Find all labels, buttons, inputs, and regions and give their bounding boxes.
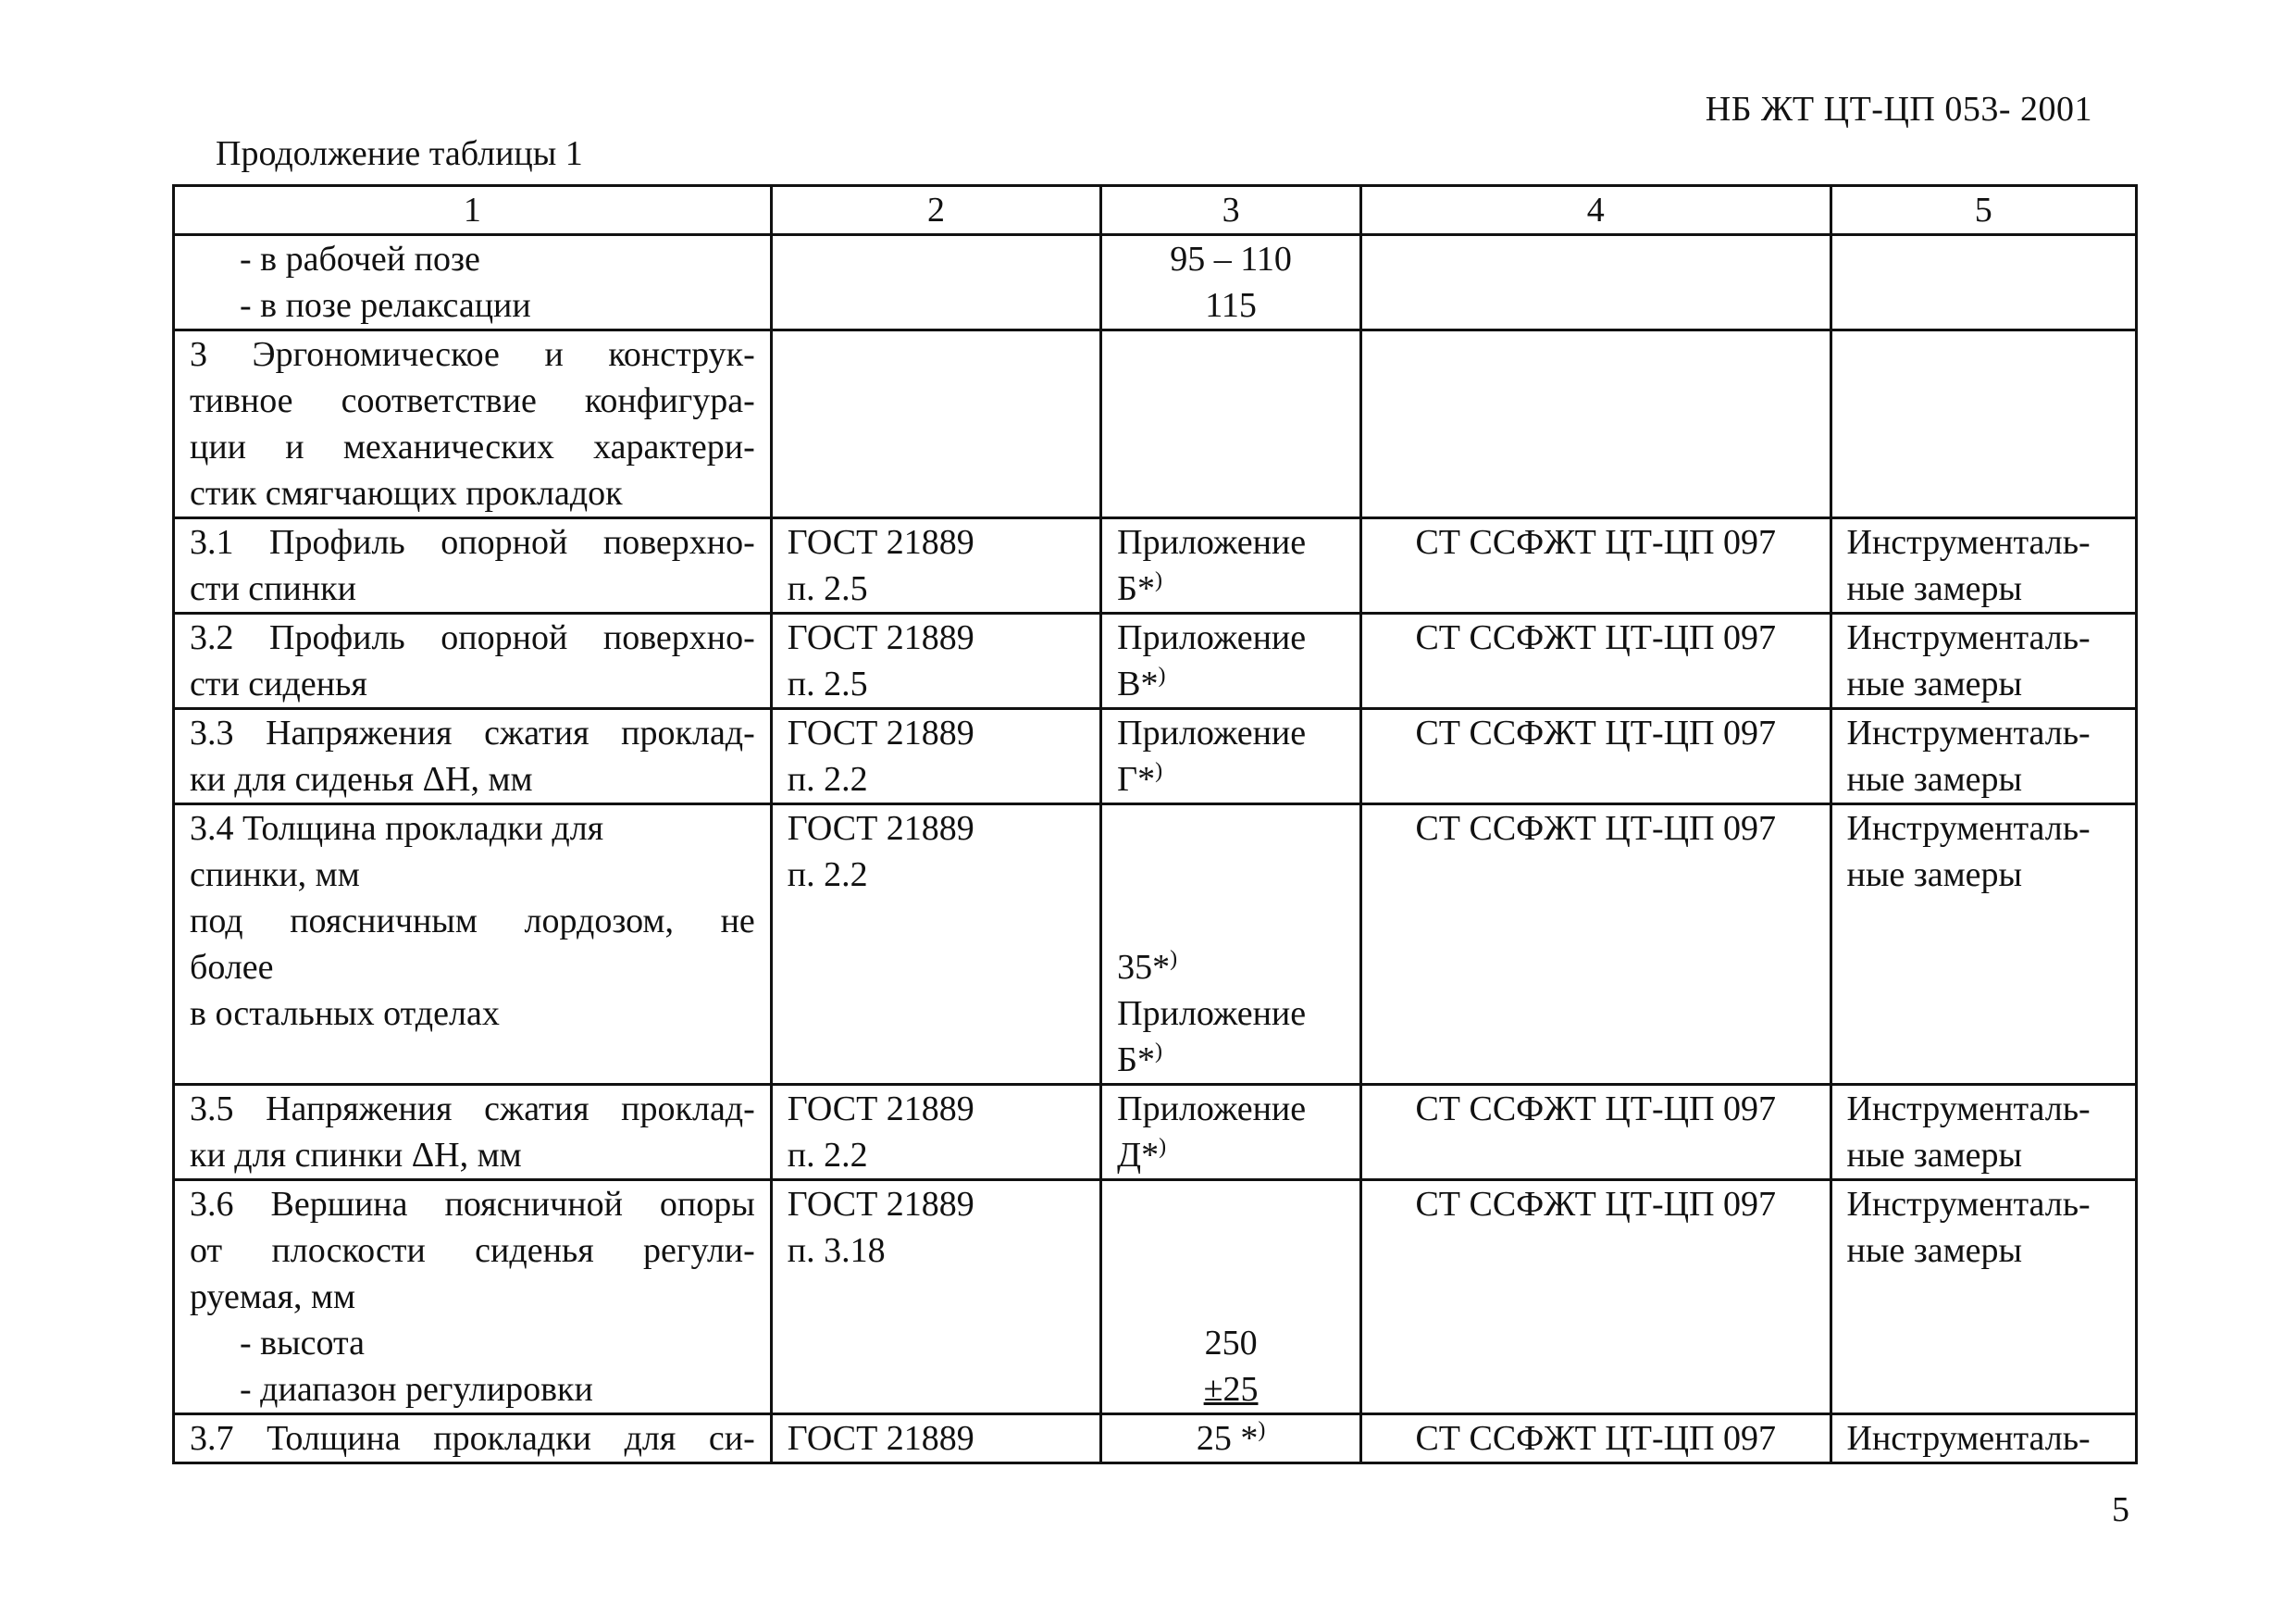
appendix-ref: Д* [1117, 1136, 1160, 1175]
cell-line: ные замеры [1846, 665, 2023, 703]
cell-method [1360, 1180, 1831, 1414]
table-row [174, 1414, 2137, 1463]
cell-standard [771, 709, 1100, 804]
cell-line: Приложение [1117, 1089, 1307, 1128]
table-row [174, 804, 2137, 1085]
cell-line: Инструменталь- [1846, 618, 2091, 657]
cell-line: более [190, 948, 274, 987]
cell-line: 3.4 Толщина прокладки для [190, 809, 604, 848]
document-code: НБ ЖТ ЦТ-ЦП 053- 2001 [1705, 90, 2092, 129]
footnote-mark: ) [1155, 1039, 1162, 1064]
cell-line: - в позе релаксации [240, 286, 531, 325]
table-row [174, 518, 2137, 614]
cell-line: СТ ССФЖТ ЦТ-ЦП 097 [1415, 1419, 1777, 1458]
cell-line: Инструменталь- [1846, 523, 2091, 562]
cell-method [1360, 804, 1831, 1085]
cell-control [1831, 1180, 2136, 1414]
cell-line: СТ ССФЖТ ЦТ-ЦП 097 [1415, 809, 1777, 848]
footnote-mark: ) [1155, 759, 1163, 783]
cell-line: СТ ССФЖТ ЦТ-ЦП 097 [1415, 618, 1777, 657]
cell-standard [771, 1414, 1100, 1463]
cell-line: СТ ССФЖТ ЦТ-ЦП 097 [1415, 523, 1777, 562]
footnote-mark: ) [1155, 568, 1162, 592]
cell-line [1117, 1132, 1345, 1178]
cell-line [1117, 944, 1345, 990]
cell-control [1831, 1414, 2136, 1463]
cell-standard [771, 1085, 1100, 1180]
column-header-1: 1 [174, 186, 772, 235]
cell-standard [771, 804, 1100, 1085]
cell-control [1831, 709, 2136, 804]
cell-line: ные замеры [1846, 1136, 2023, 1175]
table-row [174, 1180, 2137, 1414]
cell-line: Приложение [1117, 618, 1307, 657]
cell-line: - диапазон регулировки [240, 1370, 593, 1409]
cell-value [1101, 614, 1361, 709]
cell-line: 3.1 Профиль опорной поверхно- [190, 523, 755, 562]
table-continuation-title: Продолжение таблицы 1 [216, 134, 583, 173]
cell-line: Приложение [1117, 523, 1307, 562]
cell-spacer [1117, 1181, 1345, 1274]
cell-value [1101, 518, 1361, 614]
cell-line: 3 Эргономическое и конструк- [190, 335, 755, 374]
cell-line [1117, 1037, 1345, 1083]
cell-value [1101, 804, 1361, 1085]
cell-line: Инструменталь- [1846, 809, 2091, 848]
footnote-mark: ) [1159, 1135, 1167, 1159]
cell-line [1117, 1415, 1345, 1462]
cell-line: сти спинки [190, 569, 356, 608]
table-row [174, 614, 2137, 709]
cell-line: п. 2.2 [787, 855, 868, 894]
cell-method [1360, 709, 1831, 804]
cell-line: ки для сиденья ΔH, мм [190, 760, 533, 799]
cell-line: ГОСТ 21889 [787, 523, 974, 562]
appendix-ref: Г* [1117, 760, 1156, 799]
cell-value [1101, 1180, 1361, 1414]
cell-line: - высота [240, 1324, 365, 1363]
cell-line [1117, 756, 1345, 803]
column-header-3: 3 [1101, 186, 1361, 235]
requirements-table [172, 184, 2138, 1464]
cell-method [1360, 1414, 1831, 1463]
cell-line: п. 2.5 [787, 569, 868, 608]
cell-parameter [174, 614, 772, 709]
cell-method [1360, 330, 1831, 518]
cell-line [1117, 566, 1345, 612]
column-header-4: 4 [1360, 186, 1831, 235]
appendix-ref: Б* [1117, 1040, 1155, 1079]
cell-line: сти сиденья [190, 665, 367, 703]
cell-parameter [174, 235, 772, 330]
cell-method [1360, 235, 1831, 330]
cell-line: Приложение [1117, 714, 1307, 753]
page-number: 5 [2112, 1490, 2129, 1529]
cell-standard [771, 235, 1100, 330]
cell-control [1831, 614, 2136, 709]
cell-method [1360, 1085, 1831, 1180]
cell-value [1101, 1085, 1361, 1180]
value-text: 25 * [1196, 1419, 1259, 1458]
cell-line: Инструменталь- [1846, 1185, 2091, 1224]
cell-line: ные замеры [1846, 760, 2023, 799]
cell-parameter [174, 709, 772, 804]
appendix-ref: Б* [1117, 569, 1155, 608]
cell-line: СТ ССФЖТ ЦТ-ЦП 097 [1415, 714, 1777, 753]
value-text: 35* [1117, 948, 1171, 987]
cell-standard [771, 1180, 1100, 1414]
cell-control [1831, 1085, 2136, 1180]
cell-parameter [174, 1414, 772, 1463]
column-header-5: 5 [1831, 186, 2136, 235]
table-row [174, 709, 2137, 804]
cell-line: ГОСТ 21889 [787, 714, 974, 753]
cell-spacer [190, 1037, 755, 1083]
cell-control [1831, 804, 2136, 1085]
cell-line: СТ ССФЖТ ЦТ-ЦП 097 [1415, 1089, 1777, 1128]
cell-value [1101, 1414, 1361, 1463]
cell-line: п. 3.18 [787, 1231, 886, 1270]
appendix-ref: В* [1117, 665, 1159, 703]
cell-line: ные замеры [1846, 1231, 2023, 1270]
cell-method [1360, 518, 1831, 614]
cell-line: - в рабочей позе [240, 240, 480, 279]
cell-line: в остальных отделах [190, 994, 500, 1033]
cell-line: ГОСТ 21889 [787, 618, 974, 657]
cell-line: Инструменталь- [1846, 1419, 2091, 1458]
cell-spacer [1117, 898, 1345, 944]
table-row [174, 1085, 2137, 1180]
table-row [174, 330, 2137, 518]
cell-line: Приложение [1117, 994, 1307, 1033]
table-header-row [174, 186, 2137, 235]
column-header-2: 2 [771, 186, 1100, 235]
footnote-mark: ) [1258, 1418, 1266, 1442]
cell-spacer [1117, 1274, 1345, 1320]
cell-line: ГОСТ 21889 [787, 1089, 974, 1128]
cell-parameter [174, 1180, 772, 1414]
cell-line: 250 [1204, 1324, 1258, 1363]
cell-line: п. 2.2 [787, 760, 868, 799]
cell-line: 3.7 Толщина прокладки для си- [190, 1419, 755, 1458]
cell-standard [771, 614, 1100, 709]
cell-line [1117, 661, 1345, 707]
cell-parameter [174, 804, 772, 1085]
cell-spacer [1117, 805, 1345, 898]
cell-line: ции и механических характери- [190, 428, 755, 467]
cell-control [1831, 330, 2136, 518]
cell-line: ГОСТ 21889 [787, 1419, 974, 1458]
cell-line: ГОСТ 21889 [787, 1185, 974, 1224]
cell-value [1101, 235, 1361, 330]
cell-line: СТ ССФЖТ ЦТ-ЦП 097 [1415, 1185, 1777, 1224]
cell-line: Инструменталь- [1846, 1089, 2091, 1128]
cell-parameter [174, 330, 772, 518]
cell-line: ные замеры [1846, 855, 2023, 894]
cell-line: руемая, мм [190, 1277, 356, 1316]
cell-line: 3.2 Профиль опорной поверхно- [190, 618, 755, 657]
cell-line: от плоскости сиденья регули- [190, 1231, 755, 1270]
cell-line: 115 [1205, 286, 1257, 325]
cell-value [1101, 330, 1361, 518]
cell-line: Инструменталь- [1846, 714, 2091, 753]
cell-line: 3.3 Напряжения сжатия проклад- [190, 714, 755, 753]
cell-line: под поясничным лордозом, не [190, 902, 755, 940]
footnote-mark: ) [1158, 664, 1166, 688]
cell-line: 95 – 110 [1170, 240, 1292, 279]
cell-line: стик смягчающих прокладок [190, 474, 623, 513]
cell-line: 3.5 Напряжения сжатия проклад- [190, 1089, 755, 1128]
cell-line: ные замеры [1846, 569, 2023, 608]
cell-line: 3.6 Вершина поясничной опоры [190, 1185, 755, 1224]
cell-standard [771, 518, 1100, 614]
cell-line: ки для спинки ΔH, мм [190, 1136, 522, 1175]
cell-parameter [174, 1085, 772, 1180]
cell-value [1101, 709, 1361, 804]
cell-line: п. 2.5 [787, 665, 868, 703]
cell-line: спинки, мм [190, 855, 360, 894]
cell-control [1831, 518, 2136, 614]
cell-method [1360, 614, 1831, 709]
cell-line: ГОСТ 21889 [787, 809, 974, 848]
cell-parameter [174, 518, 772, 614]
table-row [174, 235, 2137, 330]
cell-control [1831, 235, 2136, 330]
footnote-mark: ) [1170, 947, 1178, 971]
cell-standard [771, 330, 1100, 518]
cell-line: ±25 [1203, 1370, 1259, 1409]
cell-line: п. 2.2 [787, 1136, 868, 1175]
cell-line: тивное соответствие конфигура- [190, 381, 755, 420]
